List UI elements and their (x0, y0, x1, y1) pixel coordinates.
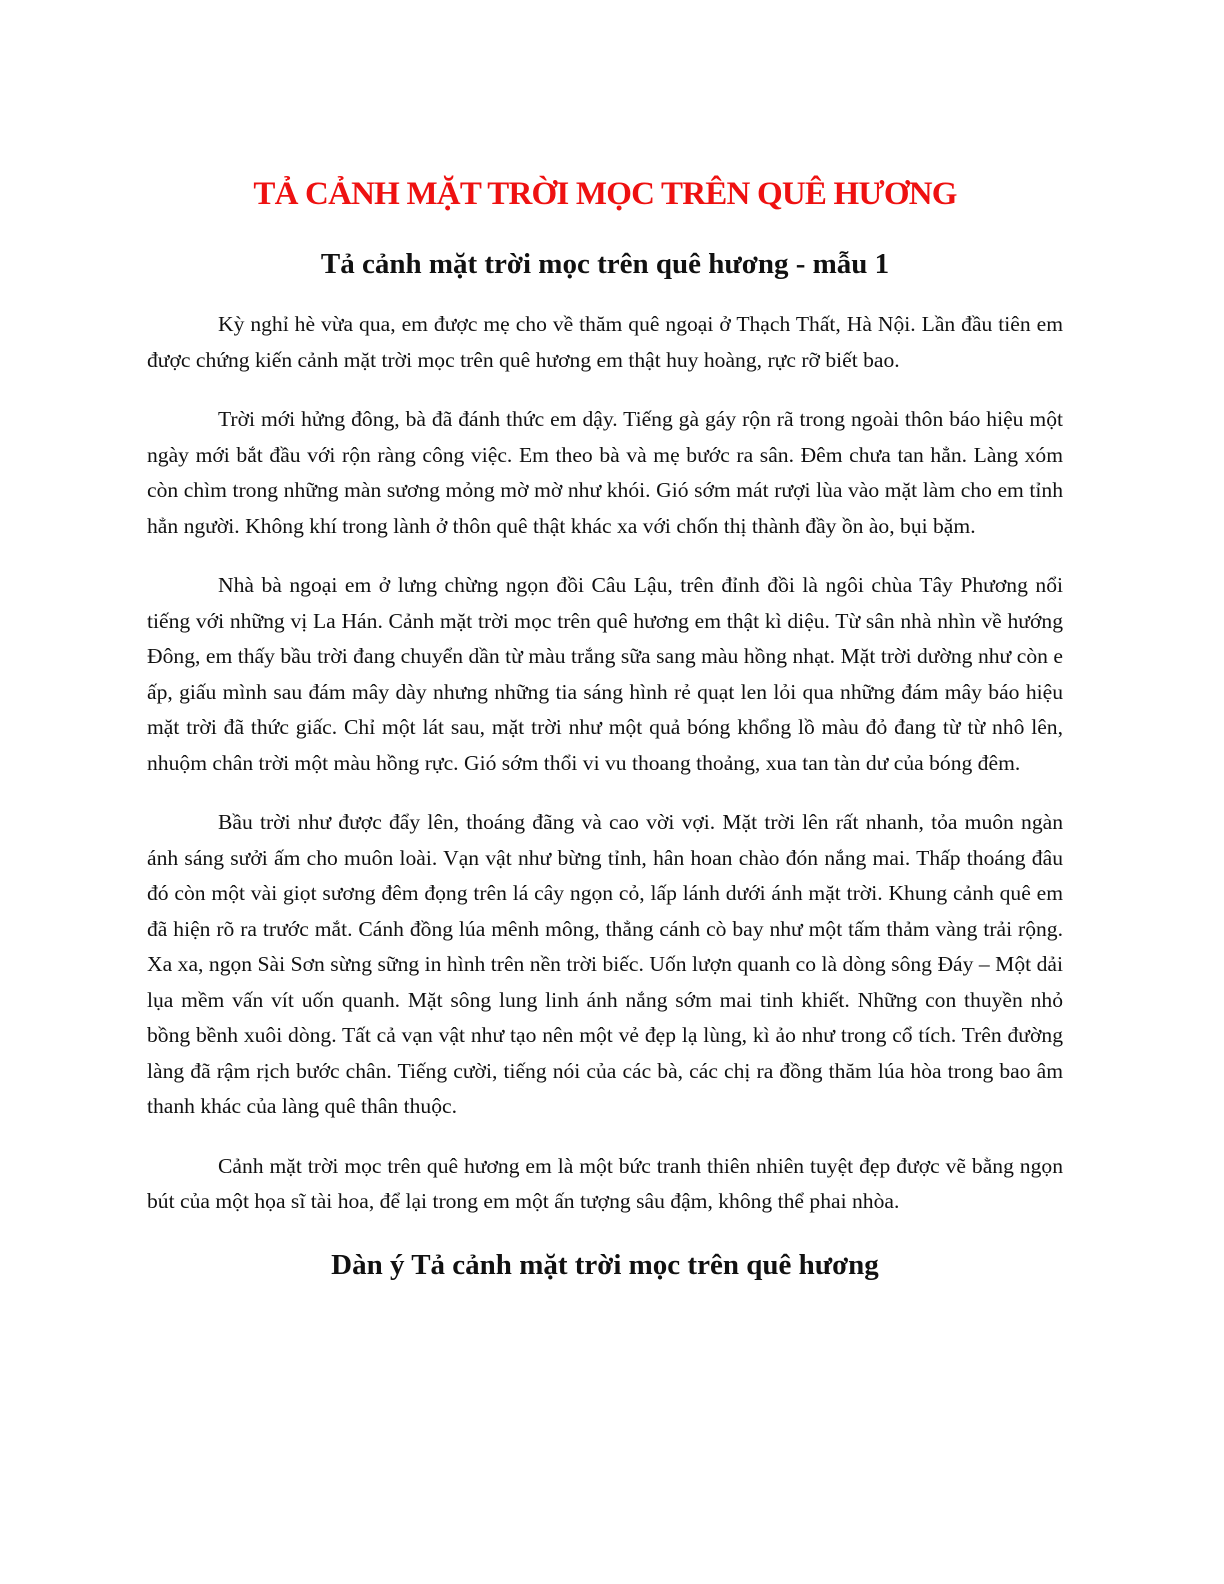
outline-heading: Dàn ý Tả cảnh mặt trời mọc trên quê hương (331, 1248, 879, 1281)
section-subtitle: Tả cảnh mặt trời mọc trên quê hương - mẫu 1 (320, 248, 890, 280)
paragraph-2: Trời mới hửng đông, bà đã đánh thức em dậy. Tiếng gà gáy rộn rã trong ngoài thôn báo hiệu một ngày mới bắt đầu với rộn ràng công việc. Em theo bà và mẹ bước ra sân. Đêm chưa tan hẳn. Làng xóm còn chìm trong những màn sương mỏng mờ mờ như khói. Gió sớm mát rượi lùa vào mặt làm cho em tỉnh hẳn người. Không khí trong lành ở thôn quê thật khác xa với chốn thị thành đầy ồn ào, bụi bặm. (147, 407, 1063, 538)
document-title: TẢ CẢNH MẶT TRỜI MỌC TRÊN QUÊ HƯƠNG (253, 176, 957, 212)
paragraph-1: Kỳ nghỉ hè vừa qua, em được mẹ cho về thăm quê ngoại ở Thạch Thất, Hà Nội. Lần đầu tiên em được chứng kiến cảnh mặt trời mọc trên quê hương em thật huy hoàng, rực rỡ biết bao. (147, 312, 1063, 372)
document-page (147, 170, 1063, 1285)
paragraph-5: Cảnh mặt trời mọc trên quê hương em là một bức tranh thiên nhiên tuyệt đẹp được vẽ bằng ngọn bút của một họa sĩ tài hoa, để lại trong em một ấn tượng sâu đậm, không thể phai nhòa. (147, 1153, 1063, 1213)
paragraph-4: Bầu trời như được đẩy lên, thoáng đãng và cao vời vợi. Mặt trời lên rất nhanh, tỏa muôn ngàn ánh sáng sưởi ấm cho muôn loài. Vạn vật như bừng tỉnh, hân hoan chào đón nắng mai. Thấp thoáng đâu đó còn một vài giọt sương đêm đọng trên lá cây ngọn cỏ, lấp lánh dưới ánh mặt trời. Khung cảnh quê em đã hiện rõ ra trước mắt. Cánh đồng lúa mênh mông, thẳng cánh cò bay như một tấm thảm vàng trải rộng. Xa xa, ngọn Sài Sơn sừng sững in hình trên nền trời biếc. Uốn lượn quanh co là dòng sông Đáy – Một dải lụa mềm vấn vít uốn quanh. Mặt sông lung linh ánh nắng sớm mai tinh khiết. Những con thuyền nhỏ bồng bềnh xuôi dòng. Tất cả vạn vật như tạo nên một vẻ đẹp lạ lùng, kì ảo như trong cổ tích. Trên đường làng đã rậm rịch bước chân. Tiếng cười, tiếng nói của các bà, các chị ra đồng thăm lúa hòa trong bao âm thanh khác của làng quê thân thuộc. (147, 810, 1063, 1118)
paragraph-3: Nhà bà ngoại em ở lưng chừng ngọn đồi Câu Lậu, trên đỉnh đồi là ngôi chùa Tây Phương nổi tiếng với những vị La Hán. Cảnh mặt trời mọc trên quê hương em thật kì diệu. Từ sân nhà nhìn về hướng Đông, em thấy bầu trời đang chuyển dần từ màu trắng sữa sang màu hồng nhạt. Mặt trời dường như còn e ấp, giấu mình sau đám mây dày nhưng những tia sáng hình rẻ quạt len lỏi qua những đám mây báo hiệu mặt trời đã thức giấc. Chỉ một lát sau, mặt trời như một quả bóng khổng lồ màu đỏ đang từ từ nhô lên, nhuộm chân trời một màu hồng rực. Gió sớm thổi vi vu thoang thoảng, xua tan tàn dư của bóng đêm. (147, 573, 1063, 775)
